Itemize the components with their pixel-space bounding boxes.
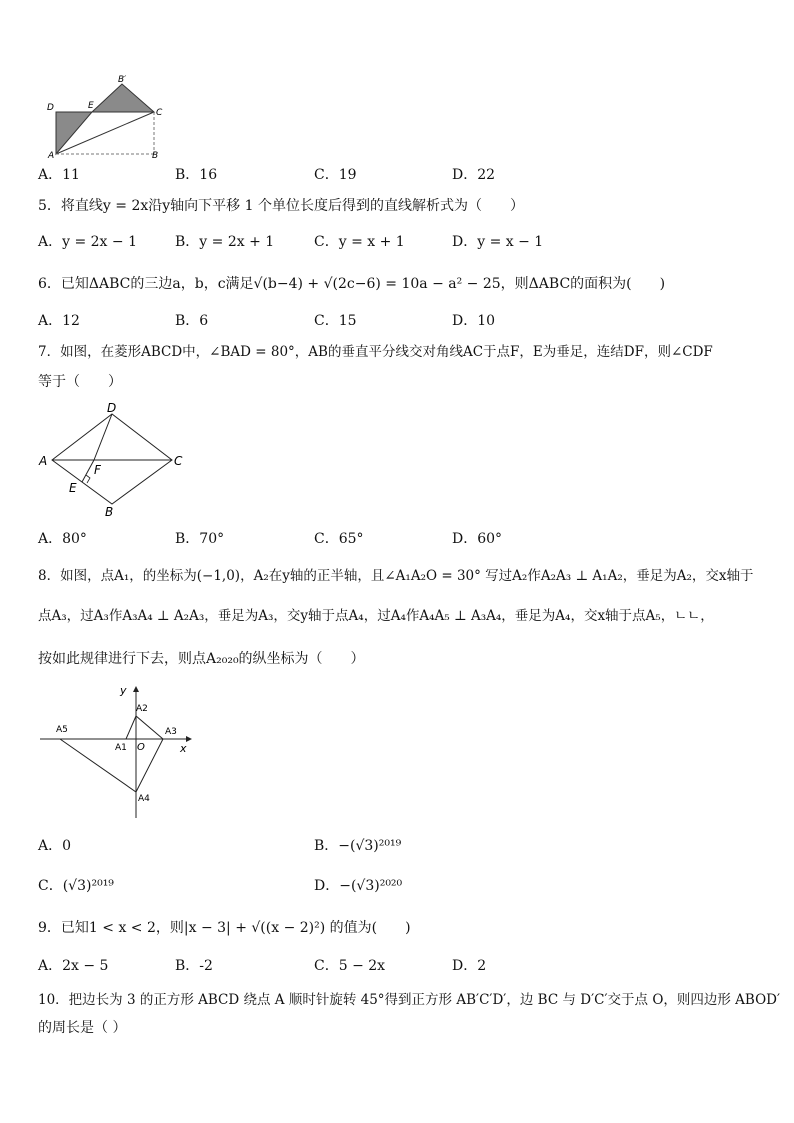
- q9-option-a: A．2x − 5: [38, 958, 109, 974]
- q8-option-d: D．−(√3)²⁰²⁰: [314, 878, 403, 894]
- q4-label-bprime: B′: [118, 75, 127, 85]
- q8-question-line2: 点A₃，过A₃作A₃A₄ ⊥ A₂A₃，垂足为A₃，交y轴于点A₄，过A₄作A₄A₅ ⊥ A₃A₄，垂足为A₄，交x轴于点A₅，ㄴㄴ，: [38, 608, 714, 624]
- q4-label-a: A: [48, 151, 55, 161]
- q8-label-a1: A1: [115, 743, 127, 753]
- q7-option-c: C．65°: [314, 531, 364, 547]
- q5-option-d: D．y = x − 1: [452, 234, 544, 250]
- q9-option-b: B．-2: [175, 958, 213, 974]
- q8-x-axis-arrow: [186, 736, 192, 742]
- q8-label-a5: A5: [56, 725, 68, 735]
- q9-question-text: 9．已知1 < x < 2，则|x − 3| + √((x − 2)²) 的值为( ): [38, 920, 411, 936]
- q8-question-line1: 8．如图，点A₁，的坐标为(−1,0)，A₂在y轴的正半轴，且∠A₁A₂O = 30° 写过A₂作A₂A₃ ⊥ A₁A₂，垂足为A₂，交x轴于: [38, 568, 754, 584]
- q10-question-line2: 的周长是（ ）: [38, 1020, 127, 1036]
- q8-coordinate-figure: [38, 682, 198, 822]
- q6-option-c: C．15: [314, 313, 357, 329]
- q7-label-b: B: [105, 505, 114, 519]
- q8-label-a4: A4: [138, 794, 150, 804]
- q7-option-a: A．80°: [38, 531, 87, 547]
- q4-label-e: E: [88, 101, 94, 111]
- q8-label-x: x: [180, 742, 187, 755]
- q8-label-o: O: [137, 742, 145, 753]
- q7-rhombus-figure: [36, 402, 196, 520]
- q8-label-y: y: [120, 684, 127, 697]
- q7-label-d: D: [107, 402, 117, 415]
- q8-option-c: C．(√3)²⁰¹⁹: [38, 878, 114, 894]
- q5-option-a: A．y = 2x − 1: [38, 234, 137, 250]
- q7-perpendicular-ef: [82, 460, 94, 482]
- q6-question-text: 6．已知ΔABC的三边a，b，c满足√(b−4) + √(2c−6) = 10a − a² − 25，则ΔABC的面积为( ): [38, 276, 666, 292]
- q4-option-d: D．22: [452, 167, 496, 183]
- q6-option-a: A．12: [38, 313, 80, 329]
- q4-option-a: A．11: [38, 167, 80, 183]
- q8-label-a3: A3: [165, 727, 177, 737]
- q7-option-b: B．70°: [175, 531, 225, 547]
- q7-label-a: A: [39, 454, 48, 468]
- q8-label-a2: A2: [136, 704, 148, 714]
- q8-spiral-path: [60, 716, 163, 792]
- q9-option-c: C．5 − 2x: [314, 958, 386, 974]
- q7-label-e: E: [69, 481, 77, 495]
- q4-figure: [42, 72, 172, 162]
- q7-label-c: C: [174, 454, 183, 468]
- q7-label-f: F: [94, 463, 101, 477]
- q8-option-b: B．−(√3)²⁰¹⁹: [314, 838, 402, 854]
- q10-question-line1: 10．把边长为 3 的正方形 ABCD 绕点 A 顺时针旋转 45°得到正方形 AB′C′D′，边 BC 与 D′C′交于点 O，则四边形 ABOD′: [38, 992, 781, 1008]
- q4-shaded-left-triangle: [56, 112, 92, 154]
- q5-option-b: B．y = 2x + 1: [175, 234, 275, 250]
- q7-question-line2: 等于（ ）: [38, 374, 122, 390]
- q9-option-d: D．2: [452, 958, 487, 974]
- q8-question-line3: 按如此规律进行下去，则点A₂₀₂₀的纵坐标为（ ）: [38, 651, 365, 667]
- q8-option-a: A．0: [38, 838, 72, 854]
- q6-option-b: B．6: [175, 313, 209, 329]
- q7-right-angle-mark: [86, 475, 90, 483]
- q7-option-d: D．60°: [452, 531, 503, 547]
- q4-shaded-right-triangle: [92, 84, 154, 112]
- q4-label-b: B: [152, 151, 159, 161]
- q5-option-c: C．y = x + 1: [314, 234, 405, 250]
- q4-label-d: D: [47, 103, 54, 113]
- q4-label-c: C: [156, 108, 163, 118]
- q8-y-axis-arrow: [133, 686, 139, 692]
- q4-option-b: B．16: [175, 167, 218, 183]
- q7-question-line1: 7．如图，在菱形ABCD中，∠BAD = 80°，AB的垂直平分线交对角线AC于点F，E为垂足，连结DF，则∠CDF: [38, 344, 713, 360]
- q4-option-c: C．19: [314, 167, 357, 183]
- q5-question-text: 5．将直线y = 2x沿y轴向下平移 1 个单位长度后得到的直线解析式为（ ）: [38, 198, 524, 214]
- q6-option-d: D．10: [452, 313, 496, 329]
